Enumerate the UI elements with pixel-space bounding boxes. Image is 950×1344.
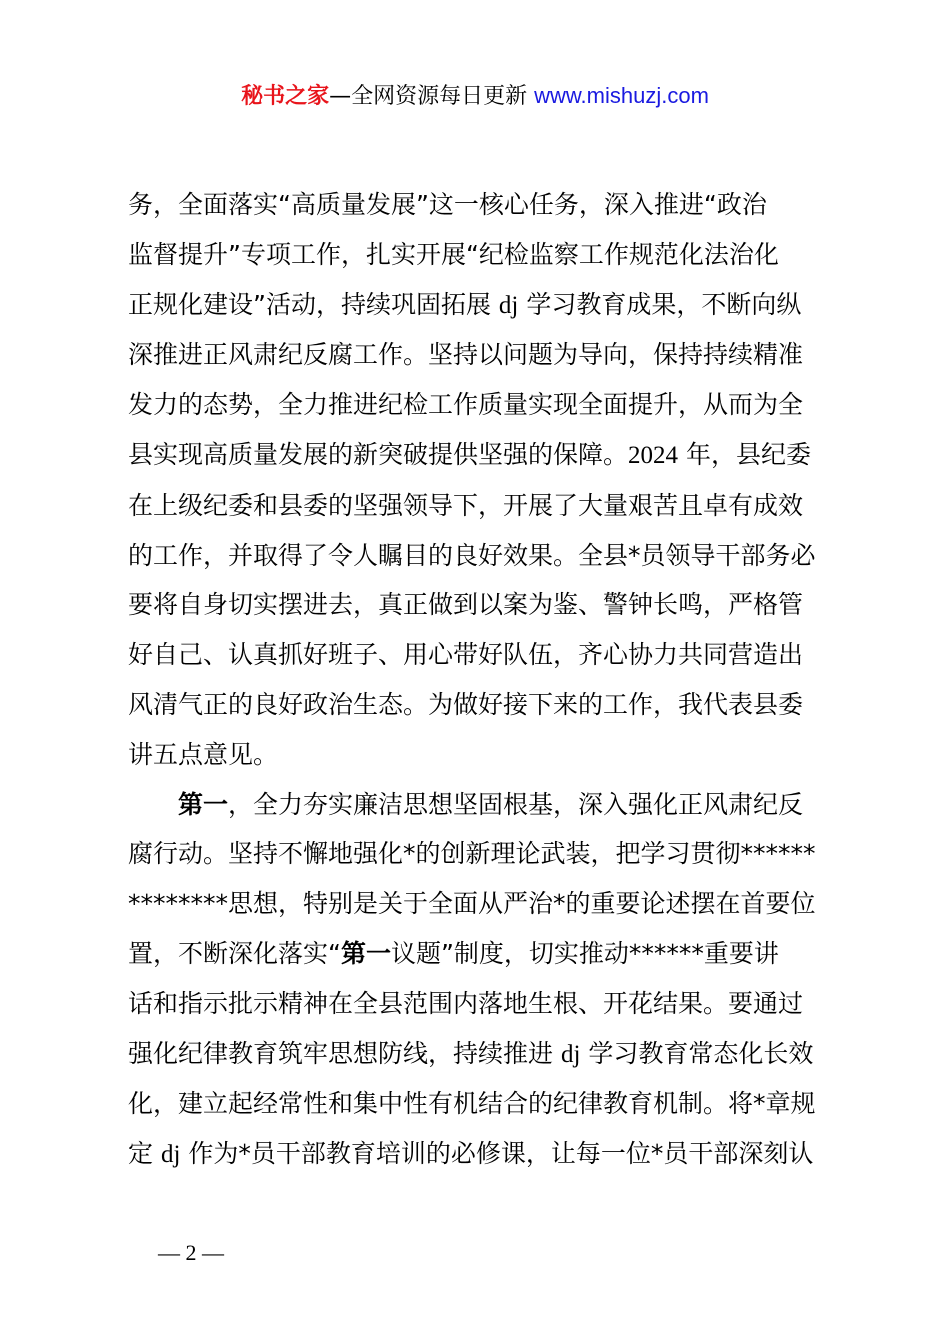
text-line: 化，建立起经常性和集中性有机结合的纪律教育机制。将*章规 [128,1089,816,1119]
text-line: 的工作，并取得了令人瞩目的良好效果。全县*员领导干部务必 [128,540,816,570]
text-line: 发力的态势，全力推进纪检工作质量实现全面提升，从而为全 [128,390,804,420]
text-line: 置，不断深化落实“第一议题”制度，切实推动******重要讲 [128,938,779,968]
text-line: 好自己、认真抓好班子、用心带好队伍，齐心协力共同营造出 [128,640,804,670]
text-line: 县实现高质量发展的新突破提供坚强的保障。2024 年，县纪委 [128,439,811,469]
text-line: 腐行动。坚持不懈地强化*的创新理论武装，把学习贯彻****** [128,839,816,869]
text-line: 要将自身切实摆进去，真正做到以案为鉴、警钟长鸣，严格管 [128,590,804,620]
text-line: ********思想，特别是关于全面从严治*的重要论述摆在首要位 [128,889,816,919]
text-line: 第一，全力夯实廉洁思想坚固根基，深入强化正风肃纪反 [178,789,804,819]
inline-bold-term: 第一 [340,938,391,968]
section-lead: 第一 [178,789,229,819]
text-line: 深推进正风肃纪反腐工作。坚持以问题为导向，保持持续精准 [128,340,804,370]
text-line: 正规化建设”活动，持续巩固拓展 dj 学习教育成果，不断向纵 [128,289,802,319]
site-brand: 秘书之家 [241,84,330,109]
text-line: 风清气正的良好政治生态。为做好接下来的工作，我代表县委 [128,689,804,719]
text-line: 在上级纪委和县委的坚强领导下，开展了大量艰苦且卓有成效 [128,490,804,520]
site-banner [0,80,950,113]
site-url-link[interactable]: www.mishuzj.com [534,83,709,108]
document-body [128,180,832,1180]
text-line: 定 dj 作为*员干部教育培训的必修课，让每一位*员干部深刻认 [128,1139,814,1169]
text-line: 务，全面落实“高质量发展”这一核心任务，深入推进“政治 [128,190,767,219]
text-line: 强化纪律教育筑牢思想防线，持续推进 dj 学习教育常态化长效 [128,1038,814,1068]
site-tagline: —全网资源每日更新 [329,84,535,109]
paragraph-1 [128,180,832,780]
text-line: 监督提升”专项工作，扎实开展“纪检监察工作规范化法治化 [128,239,779,269]
text-line: 话和指示批示精神在全县范围内落地生根、开花结果。要通过 [128,988,804,1018]
page-number: — 2 — [158,1240,224,1265]
text-line: 讲五点意见。 [128,739,279,769]
paragraph-2 [128,780,832,1180]
